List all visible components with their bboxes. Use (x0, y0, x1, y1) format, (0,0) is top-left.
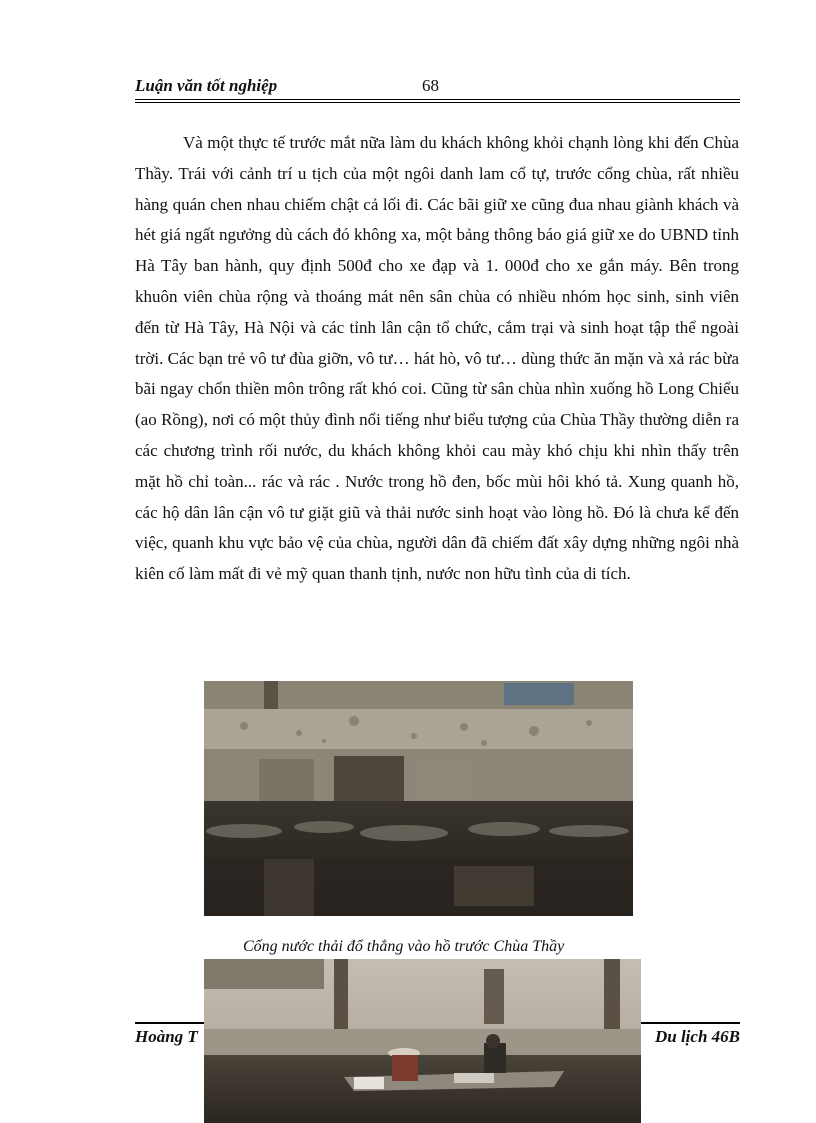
washing-in-pond-photo (204, 959, 641, 1123)
page-number: 68 (422, 76, 439, 95)
figure-caption: Cống nước thải đổ thẳng vào hồ trước Chùa Thầy (243, 938, 565, 955)
polluted-pond-photo (204, 681, 633, 916)
page-header (135, 76, 739, 100)
header-rule-top (135, 99, 740, 100)
body-paragraph: Và một thực tế trước mắt nữa làm du khách không khỏi chạnh lòng khi đến Chùa Thầy. Trái với cảnh trí u tịch của một ngôi danh lam cổ tự, trước cổng chùa, rất nhiều hàng quán chen nhau chiếm chật cả lối đi. Các bãi giữ xe cũng đua nhau giành khách và hét giá ngất ngưởng dù cách đó không xa, một bảng thông báo giá giữ xe do UBND tỉnh Hà Tây ban hành, quy định 500đ cho xe đạp và 1. 000đ cho xe gắn máy. Bên trong khuôn viên chùa rộng và thoáng mát nên sân chùa có nhiều nhóm học sinh, sinh viên đến từ Hà Tây, Hà Nội và các tỉnh lân cận tổ chức, cắm trại và sinh hoạt tập thể ngoài trời. Các bạn trẻ vô tư đùa giỡn, vô tư… hát hò, vô tư… dùng thức ăn mặn và xả rác bừa bãi ngay chốn thiền môn trông rất khó coi. Cũng từ sân chùa nhìn xuống hồ Long Chiểu (ao Rồng), nơi có một thủy đình nổi tiếng như biểu tượng của Chùa Thầy thường diễn ra các chương trình rối nước, du khách không khỏi cau mày khó chịu khi nhìn thấy trên mặt hồ chỉ toàn... rác và rác . Nước trong hồ đen, bốc mùi hôi khó tả. Xung quanh hồ, các hộ dân lân cận vô tư giặt giũ và thải nước sinh hoạt vào lòng hồ. Đó là chưa kể đến việc, quanh khu vực bảo vệ của chùa, người dân đã chiếm đất xây dựng những ngôi nhà kiên cố làm mất đi vẻ mỹ quan thanh tịnh, nước non hữu tình của di tích. (135, 133, 739, 584)
footer-author: Hoàng T (135, 1027, 198, 1046)
header-title: Luận văn tốt nghiệp (135, 76, 278, 95)
header-rule-bottom (135, 102, 740, 103)
footer-class: Du lịch 46B (654, 1027, 740, 1046)
